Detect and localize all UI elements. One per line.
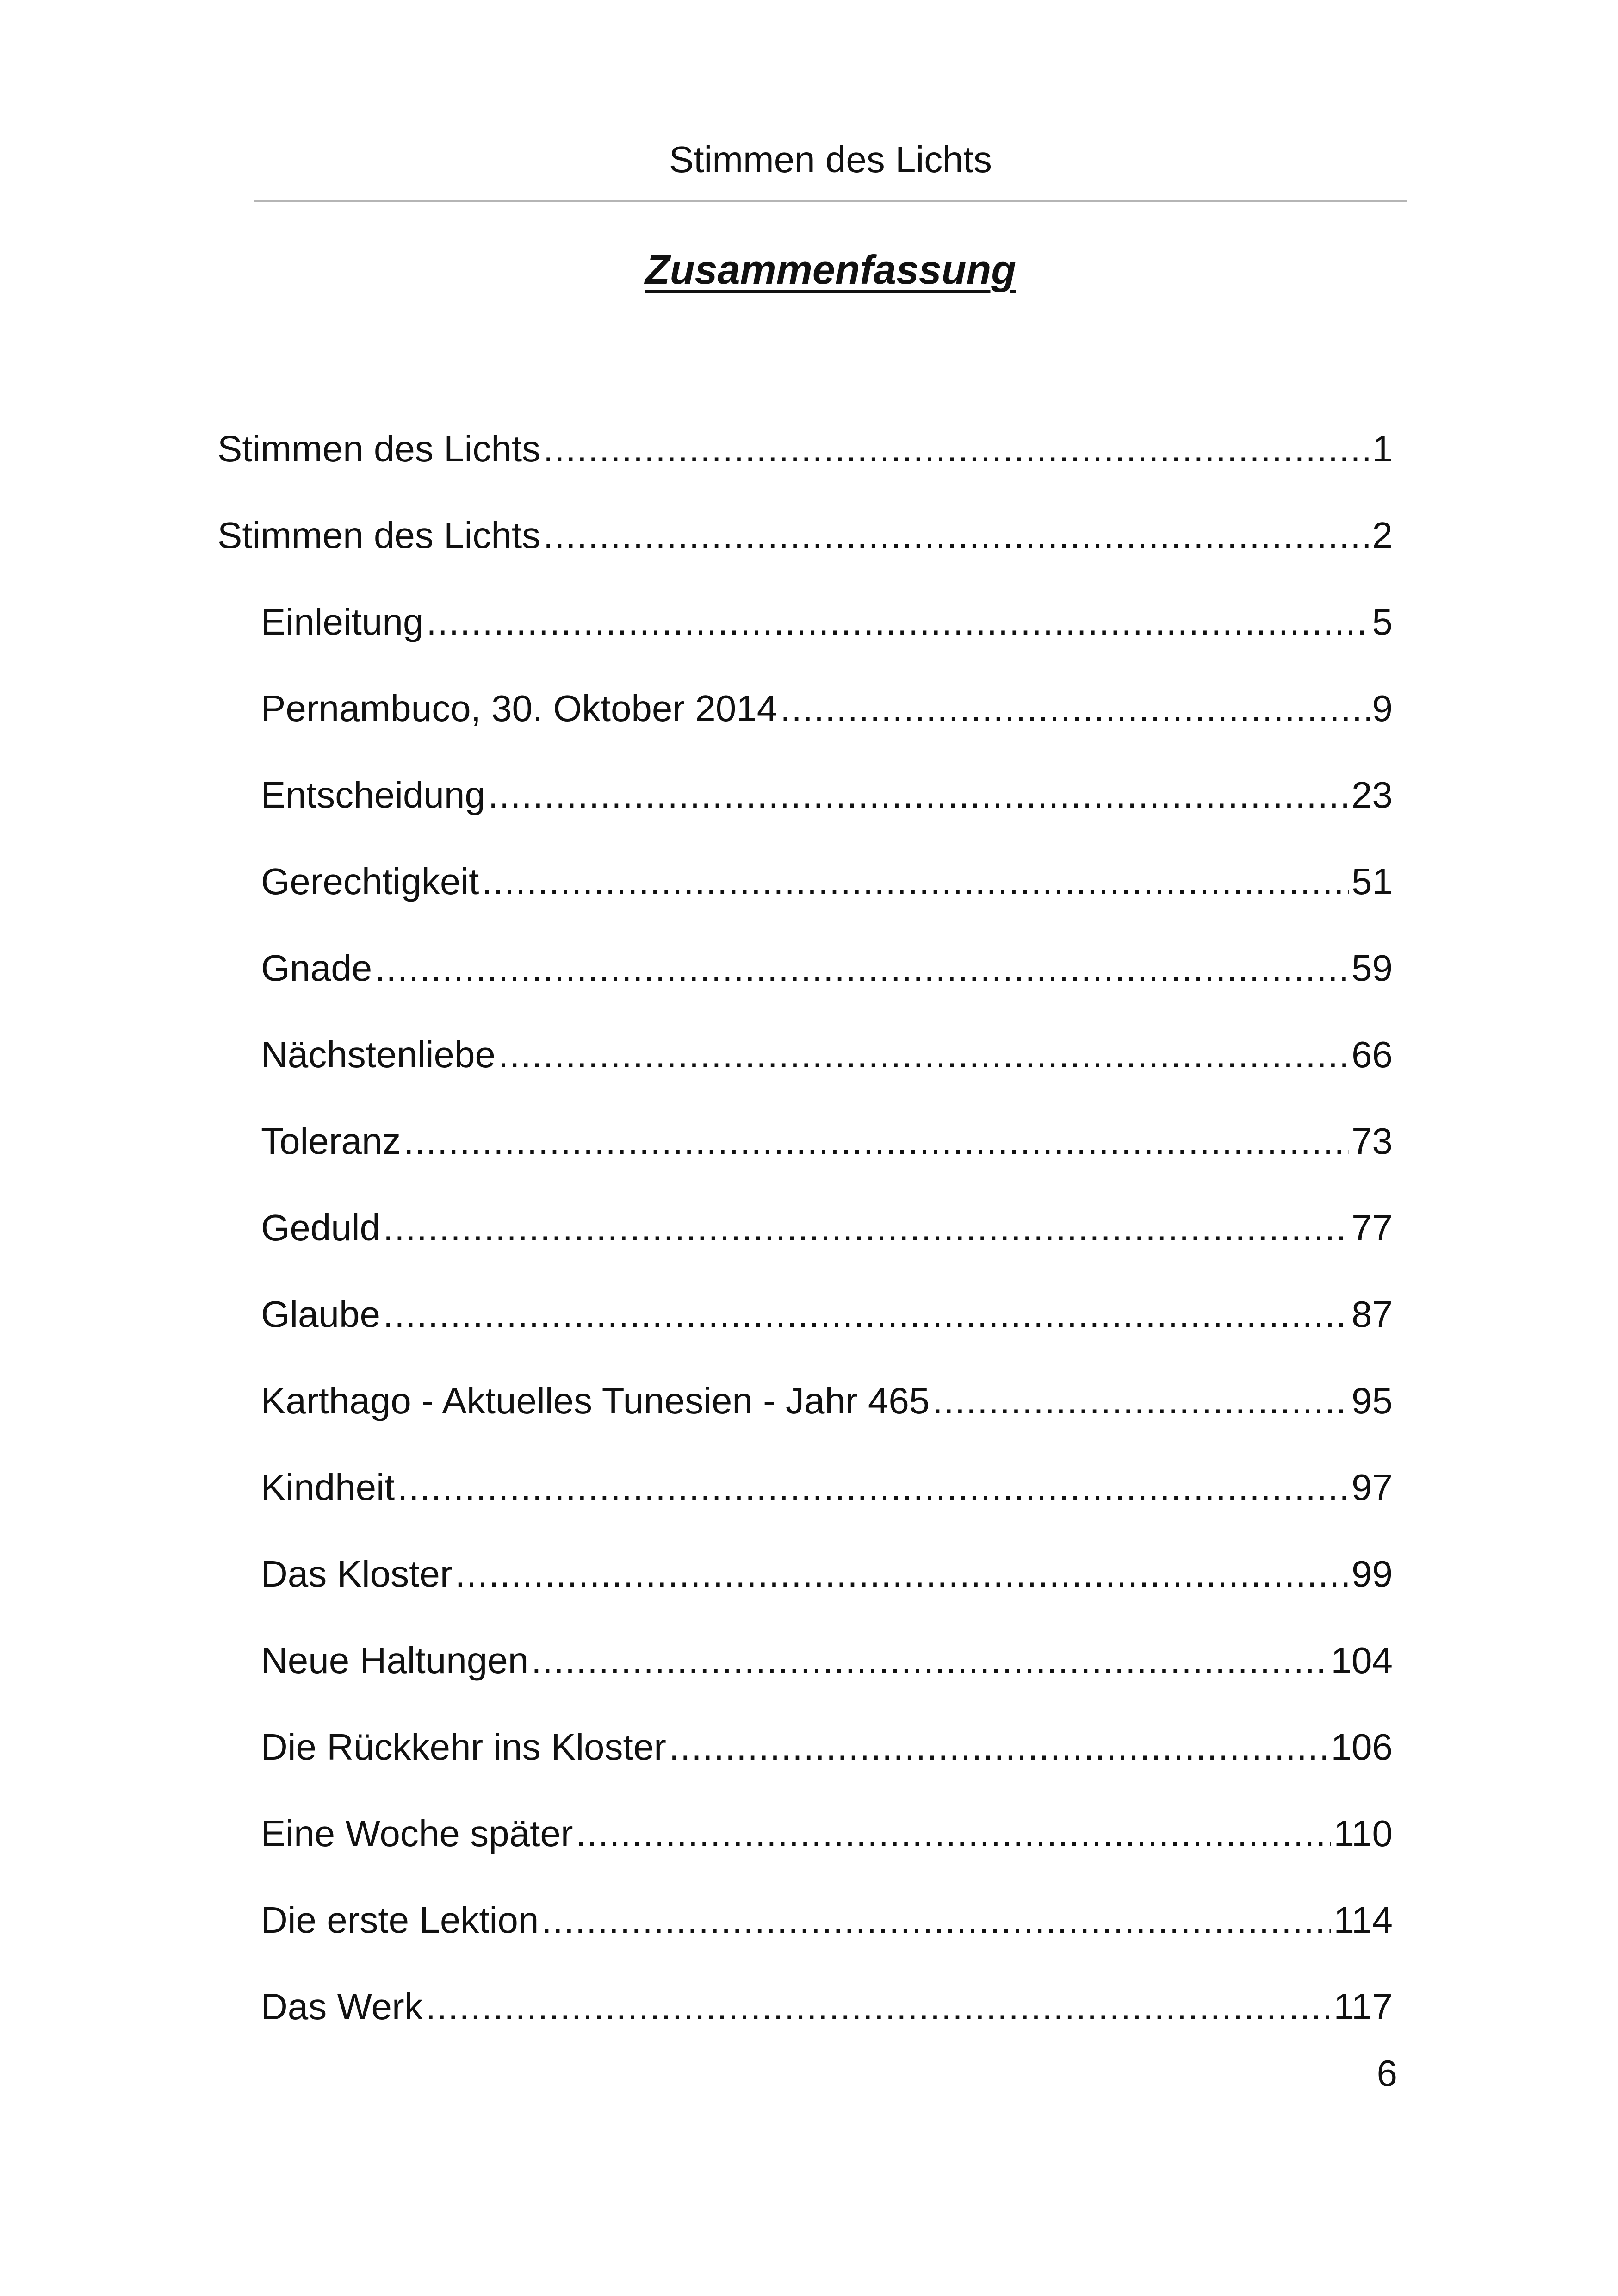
toc-entry[interactable] bbox=[217, 1719, 1393, 1806]
toc-entry-label: Pernambuco, 30. Oktober 2014 bbox=[261, 688, 778, 729]
toc-dot-leader bbox=[932, 1373, 1349, 1429]
toc-entry-label: Stimmen des Lichts bbox=[217, 428, 541, 469]
toc-entry-page: 106 bbox=[1331, 1726, 1393, 1767]
toc-dot-leader bbox=[780, 681, 1369, 736]
toc-entry-label: Das Werk bbox=[261, 1986, 423, 2027]
toc-entry[interactable] bbox=[217, 1892, 1393, 1979]
toc-entry-page: 97 bbox=[1351, 1467, 1393, 1508]
toc-entry[interactable] bbox=[217, 421, 1393, 508]
toc-entry[interactable] bbox=[217, 1373, 1393, 1460]
toc-dot-leader bbox=[397, 1460, 1349, 1515]
toc-entry-page: 99 bbox=[1351, 1553, 1393, 1594]
toc-entry-page: 73 bbox=[1351, 1120, 1393, 1162]
toc-entry-page: 95 bbox=[1351, 1380, 1393, 1421]
toc-entry[interactable] bbox=[217, 1460, 1393, 1546]
toc-dot-leader bbox=[383, 1287, 1349, 1342]
toc-entry-page: 9 bbox=[1372, 688, 1393, 729]
toc-entry-page: 117 bbox=[1333, 1986, 1393, 2027]
running-header: Stimmen des Lichts bbox=[669, 139, 992, 180]
toc-entry-page: 1 bbox=[1372, 428, 1393, 469]
toc-entry-page: 23 bbox=[1351, 774, 1393, 815]
toc-entry-label: Gerechtigkeit bbox=[261, 861, 479, 902]
toc-entry-label: Das Kloster bbox=[261, 1553, 453, 1594]
toc-entry-label: Entscheidung bbox=[261, 774, 485, 815]
toc-entry[interactable] bbox=[217, 1027, 1393, 1114]
toc-entry[interactable] bbox=[217, 1114, 1393, 1200]
toc-entry[interactable] bbox=[217, 1200, 1393, 1287]
toc-entry[interactable] bbox=[217, 1546, 1393, 1633]
toc-entry-label: Nächstenliebe bbox=[261, 1034, 496, 1075]
toc-dot-leader bbox=[543, 508, 1369, 563]
toc-entry-label: Die Rückkehr ins Kloster bbox=[261, 1726, 666, 1767]
toc-dot-leader bbox=[488, 767, 1349, 823]
toc-entry-page: 2 bbox=[1372, 515, 1393, 556]
toc-entry-page: 77 bbox=[1351, 1207, 1393, 1248]
toc-entry-label: Neue Haltungen bbox=[261, 1640, 529, 1681]
toc-entry[interactable] bbox=[217, 681, 1393, 767]
toc-title: Zusammenfassung bbox=[645, 247, 1016, 292]
toc-entry-label: Glaube bbox=[261, 1294, 380, 1335]
toc-entry-label: Einleitung bbox=[261, 601, 424, 642]
toc-entry-label: Geduld bbox=[261, 1207, 380, 1248]
table-of-contents bbox=[217, 421, 1393, 2066]
toc-dot-leader bbox=[543, 421, 1369, 477]
toc-entry-label: Toleranz bbox=[261, 1120, 401, 1162]
toc-dot-leader bbox=[576, 1806, 1331, 1861]
toc-dot-leader bbox=[426, 1979, 1331, 2035]
toc-dot-leader bbox=[669, 1719, 1328, 1775]
toc-entry[interactable] bbox=[217, 854, 1393, 940]
toc-dot-leader bbox=[426, 594, 1369, 650]
toc-entry-page: 104 bbox=[1331, 1640, 1393, 1681]
toc-entry[interactable] bbox=[217, 1979, 1393, 2066]
toc-entry[interactable] bbox=[217, 1287, 1393, 1373]
header-divider bbox=[254, 200, 1407, 202]
toc-entry-page: 51 bbox=[1351, 861, 1393, 902]
toc-entry-page: 5 bbox=[1372, 601, 1393, 642]
toc-entry[interactable] bbox=[217, 1633, 1393, 1719]
toc-entry-label: Karthago - Aktuelles Tunesien - Jahr 465 bbox=[261, 1380, 930, 1421]
toc-dot-leader bbox=[455, 1546, 1349, 1602]
toc-dot-leader bbox=[403, 1114, 1349, 1169]
toc-entry[interactable] bbox=[217, 940, 1393, 1027]
toc-dot-leader bbox=[531, 1633, 1328, 1688]
toc-entry-page: 114 bbox=[1333, 1899, 1393, 1941]
toc-dot-leader bbox=[375, 940, 1349, 996]
toc-entry[interactable] bbox=[217, 508, 1393, 594]
toc-entry-page: 110 bbox=[1333, 1813, 1393, 1854]
toc-entry[interactable] bbox=[217, 594, 1393, 681]
toc-entry-label: Kindheit bbox=[261, 1467, 395, 1508]
toc-entry-page: 87 bbox=[1351, 1294, 1393, 1335]
toc-entry-page: 66 bbox=[1351, 1034, 1393, 1075]
page-number: 6 bbox=[1376, 2053, 1397, 2094]
toc-dot-leader bbox=[498, 1027, 1349, 1083]
toc-entry-label: Stimmen des Lichts bbox=[217, 515, 541, 556]
toc-entry-label: Eine Woche später bbox=[261, 1813, 573, 1854]
toc-entry-label: Gnade bbox=[261, 947, 372, 989]
toc-entry[interactable] bbox=[217, 767, 1393, 854]
toc-entry[interactable] bbox=[217, 1806, 1393, 1892]
toc-entry-page: 59 bbox=[1351, 947, 1393, 989]
toc-entry-label: Die erste Lektion bbox=[261, 1899, 539, 1941]
toc-dot-leader bbox=[482, 854, 1349, 909]
toc-dot-leader bbox=[383, 1200, 1349, 1256]
toc-dot-leader bbox=[541, 1892, 1331, 1948]
